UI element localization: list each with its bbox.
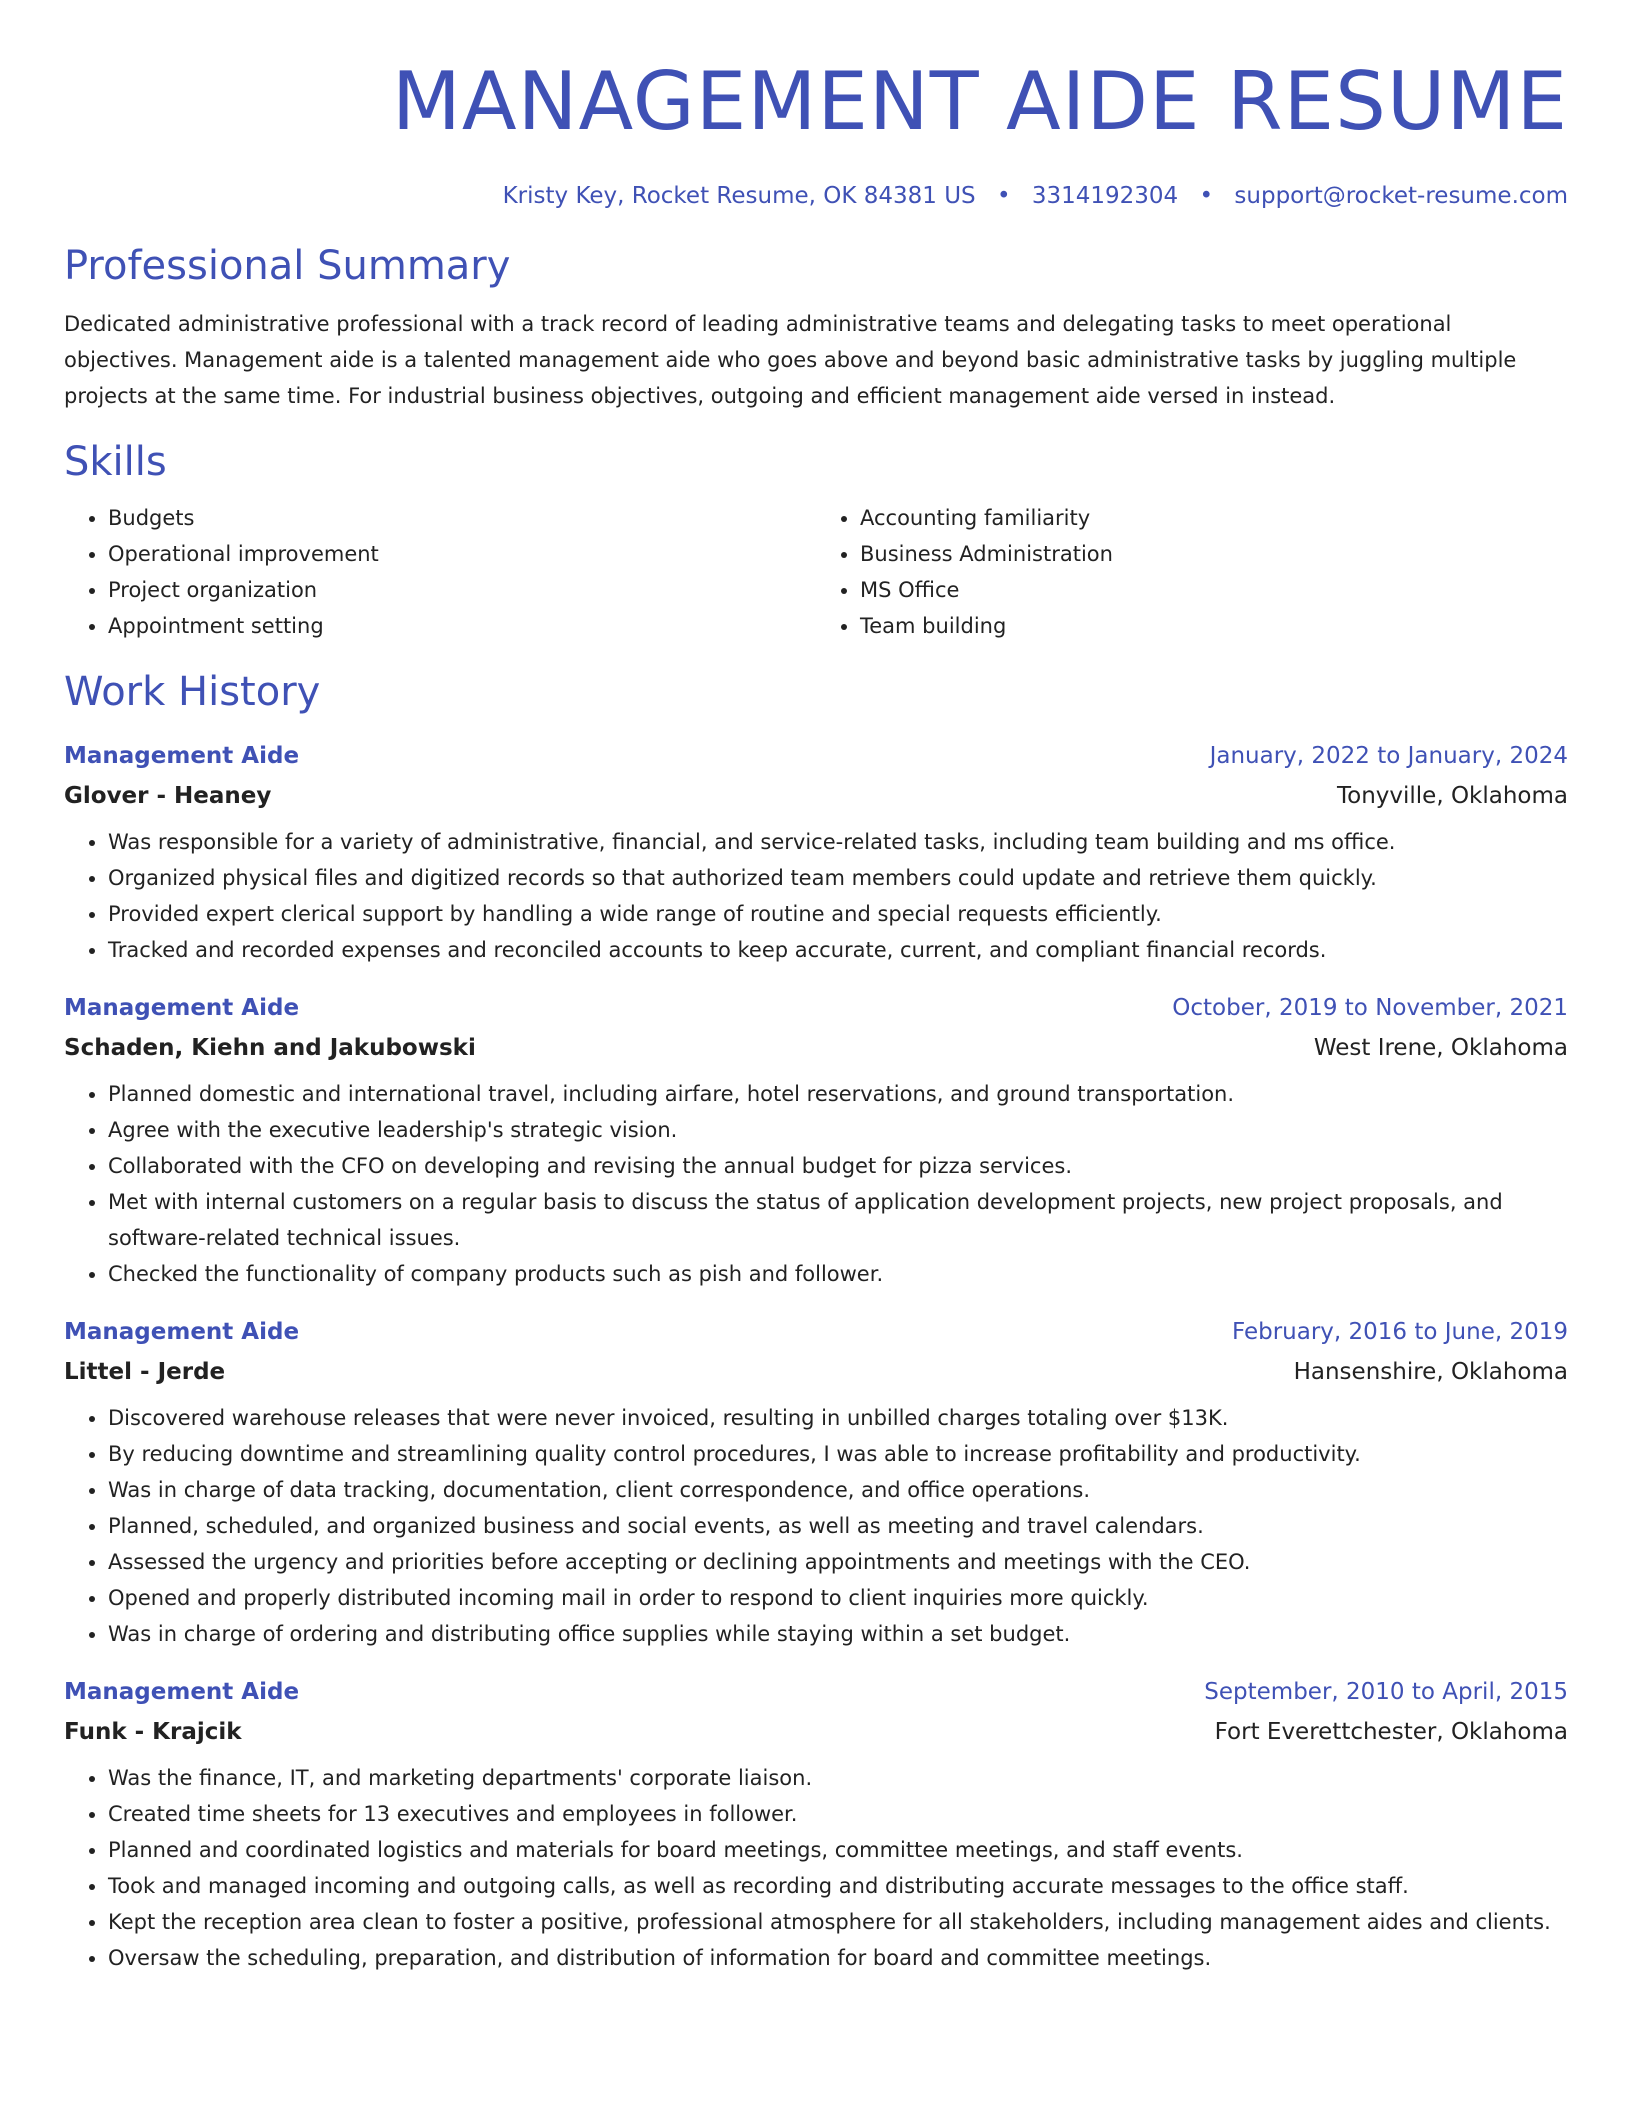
skill-item: • Appointment setting	[108, 608, 816, 644]
skills-list-left	[64, 500, 816, 644]
job-subheader	[64, 776, 1568, 816]
skill-item: • MS Office	[860, 572, 1568, 608]
job-entry	[64, 988, 1568, 1292]
job-bullet: • Checked the functionality of company products such as pish and follower.	[108, 1256, 1568, 1292]
contact-phone: 3314192304	[1031, 183, 1179, 209]
contact-email: support@rocket-resume.com	[1234, 183, 1568, 209]
contact-address: Kristy Key, Rocket Resume, OK 84381 US	[502, 183, 976, 209]
job-bullet: • Was in charge of ordering and distributing office supplies while staying within a set budget.	[108, 1616, 1568, 1652]
section-heading: Skills	[64, 439, 167, 485]
job-bullet: • Collaborated with the CFO on developing and revising the annual budget for pizza services.	[108, 1148, 1568, 1184]
job-location: Hansenshire, Oklahoma	[1293, 1359, 1568, 1385]
job-bullet: • Tracked and recorded expenses and reconciled accounts to keep accurate, current, and compliant financial records.	[108, 932, 1568, 968]
skill-item: • Budgets	[108, 500, 816, 536]
skills-columns	[64, 500, 1568, 644]
job-bullet: • Oversaw the scheduling, preparation, and distribution of information for board and committee meetings.	[108, 1940, 1568, 1976]
skill-item: • Operational improvement	[108, 536, 816, 572]
job-company: Glover - Heaney	[64, 783, 272, 809]
skills-list-right	[816, 500, 1568, 644]
job-bullet: • Provided expert clerical support by handling a wide range of routine and special requests efficiently.	[108, 896, 1568, 932]
job-bullet: • Met with internal customers on a regular basis to discuss the status of application development projects, new project proposals, and software-related technical issues.	[108, 1184, 1568, 1256]
skill-item: • Team building	[860, 608, 1568, 644]
job-role: Management Aide	[64, 743, 300, 769]
job-bullet: • Was in charge of data tracking, documentation, client correspondence, and office operations.	[108, 1472, 1568, 1508]
job-company: Littel - Jerde	[64, 1359, 226, 1385]
job-entry	[64, 1312, 1568, 1652]
job-dates: February, 2016 to June, 2019	[1231, 1319, 1568, 1345]
skill-item: • Accounting familiarity	[860, 500, 1568, 536]
job-company: Funk - Krajcik	[64, 1719, 242, 1745]
skill-item: • Project organization	[108, 572, 816, 608]
job-bullet: • Discovered warehouse releases that were never invoiced, resulting in unbilled charges totaling over $13K.	[108, 1400, 1568, 1436]
job-role: Management Aide	[64, 995, 300, 1021]
job-bullet: • Was the finance, IT, and marketing departments' corporate liaison.	[108, 1760, 1568, 1796]
section-heading: Work History	[64, 669, 321, 715]
job-subheader	[64, 1712, 1568, 1752]
job-location: West Irene, Oklahoma	[1313, 1035, 1568, 1061]
job-company: Schaden, Kiehn and Jakubowski	[64, 1035, 476, 1061]
job-bullets	[64, 1076, 1568, 1292]
job-bullet: • Kept the reception area clean to foster a positive, professional atmosphere for all stakeholders, including management aides and clients.	[108, 1904, 1568, 1940]
job-dates: October, 2019 to November, 2021	[1172, 995, 1568, 1021]
job-header	[64, 1672, 1568, 1712]
job-header	[64, 988, 1568, 1028]
job-bullet: • By reducing downtime and streamlining quality control procedures, I was able to increase profitability and productivity.	[108, 1436, 1568, 1472]
contact-separator: •	[1199, 183, 1214, 209]
job-bullet: • Opened and properly distributed incoming mail in order to respond to client inquiries more quickly.	[108, 1580, 1568, 1616]
job-dates: January, 2022 to January, 2024	[1209, 743, 1568, 769]
job-dates: September, 2010 to April, 2015	[1204, 1679, 1568, 1705]
job-bullets	[64, 1400, 1568, 1652]
section-heading: Professional Summary	[64, 243, 511, 289]
job-role: Management Aide	[64, 1679, 300, 1705]
job-header	[64, 1312, 1568, 1352]
contact-line	[64, 180, 1568, 212]
job-location: Fort Everettchester, Oklahoma	[1214, 1719, 1568, 1745]
job-bullet: • Organized physical files and digitized records so that authorized team members could update and retrieve them quickly.	[108, 860, 1568, 896]
job-entry	[64, 736, 1568, 968]
job-bullet: • Was responsible for a variety of administrative, financial, and service-related tasks, including team building and ms office.	[108, 824, 1568, 860]
job-bullet: • Planned domestic and international travel, including airfare, hotel reservations, and ground transportation.	[108, 1076, 1568, 1112]
summary-section	[64, 240, 1568, 414]
job-bullet: • Took and managed incoming and outgoing calls, as well as recording and distributing accurate messages to the office staff.	[108, 1868, 1568, 1904]
job-role: Management Aide	[64, 1319, 300, 1345]
job-header	[64, 736, 1568, 776]
job-bullet: • Planned, scheduled, and organized business and social events, as well as meeting and travel calendars.	[108, 1508, 1568, 1544]
skills-section	[64, 436, 1568, 644]
skill-item: • Business Administration	[860, 536, 1568, 572]
job-bullets	[64, 1760, 1568, 1976]
job-bullets	[64, 824, 1568, 968]
page-title: MANAGEMENT AIDE RESUME	[391, 55, 1568, 148]
job-bullet: • Agree with the executive leadership's strategic vision.	[108, 1112, 1568, 1148]
job-subheader	[64, 1352, 1568, 1392]
job-location: Tonyville, Oklahoma	[1336, 783, 1568, 809]
job-entry	[64, 1672, 1568, 1976]
job-bullet: • Planned and coordinated logistics and materials for board meetings, committee meetings, and staff events.	[108, 1832, 1568, 1868]
work-history-section	[64, 666, 1568, 1976]
job-bullet: • Created time sheets for 13 executives and employees in follower.	[108, 1796, 1568, 1832]
contact-separator: •	[996, 183, 1011, 209]
job-subheader	[64, 1028, 1568, 1068]
job-bullet: • Assessed the urgency and priorities before accepting or declining appointments and meetings with the CEO.	[108, 1544, 1568, 1580]
summary-text: Dedicated administrative professional with a track record of leading administrative teams and delegating tasks to meet operational objectives. Management aide is a talented management aide who goes above and beyond basic administrative tasks by juggling multiple projects at the same time. For industrial business objectives, outgoing and efficient management aide versed in instead.	[64, 312, 1517, 408]
